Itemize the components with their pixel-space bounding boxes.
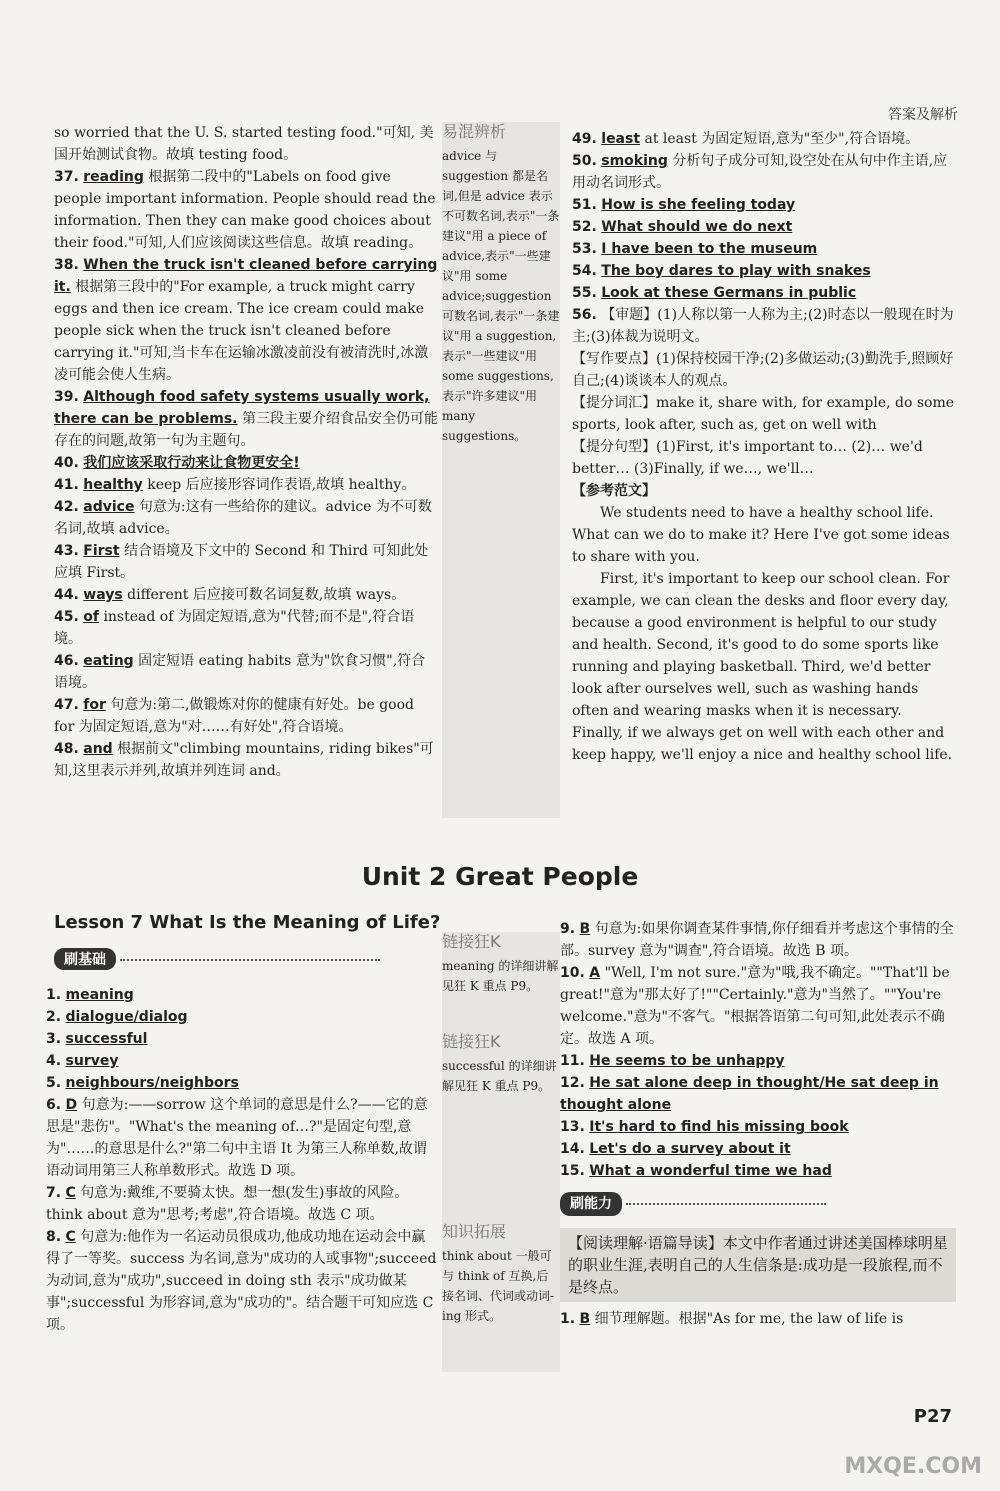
explanation: 根据第二段中的"Labels on food give people important information. People should read the information. Then they can make good choices about their food."可知,人们应该阅读这些信息。故填 reading。 xyxy=(54,169,436,251)
answer: When the truck isn't cleaned before carrying it. xyxy=(54,257,438,295)
answer: survey xyxy=(65,1053,119,1069)
answer-item xyxy=(560,1072,956,1116)
page-header: 答案及解析 xyxy=(888,107,958,123)
answer: C xyxy=(65,1229,76,1245)
answer: B xyxy=(579,1311,591,1327)
answer: Although food safety systems usually work, there can be problems. xyxy=(54,389,430,427)
explanation: 句意为:——sorrow 这个单词的意思是什么?——它的意思是"悲伤"。"What's the meaning of…?"是固定句型,意为"……的意思是什么?"第二句中主语 It 为第三人称单数,故谓语动词用第三人称单数形式。故选 D 项。 xyxy=(46,1097,428,1179)
question-number: 4. xyxy=(46,1053,62,1069)
model-label: 【参考范文】 xyxy=(572,483,656,499)
answer-item xyxy=(54,606,438,650)
answer: neighbours/neighbors xyxy=(65,1075,239,1091)
dotted-divider xyxy=(120,959,380,961)
essay-paragraph: We students need to have a healthy school life. What can we do to make it? Here I've got some ideas to share with you. xyxy=(572,505,950,565)
side-note xyxy=(442,932,560,1032)
question-number: 46. xyxy=(54,653,79,669)
question-number: 55. xyxy=(572,285,597,301)
answer: meaning xyxy=(65,987,134,1003)
explanation: 句意为:戴维,不要骑太快。想一想(发生)事故的风险。think about 意为"思考;考虑",符合语境。故选 C 项。 xyxy=(46,1185,409,1223)
question-number: 2. xyxy=(46,1009,62,1025)
question-number: 56. xyxy=(572,307,597,323)
question-number: 8. xyxy=(46,1229,62,1245)
answer: for xyxy=(83,697,106,713)
answer-item xyxy=(46,1028,438,1050)
writing-points: 【写作要点】(1)保持校园干净;(2)多做运动;(3)勤洗手,照顾好自己;(4)谈谈本人的观点。 xyxy=(572,351,954,389)
answer-item xyxy=(54,122,438,166)
answer-item xyxy=(46,1226,438,1336)
question-number: 50. xyxy=(572,153,597,169)
explanation: so worried that the U. S. started testing food."可知, 美国开始测试食物。故填 testing food。 xyxy=(54,125,434,163)
answer-item xyxy=(572,282,956,304)
answer-item xyxy=(54,166,438,254)
question-number: 3. xyxy=(46,1031,62,1047)
question-number: 49. xyxy=(572,131,597,147)
answer-item xyxy=(54,452,438,474)
side-note xyxy=(442,1032,560,1222)
answer-item xyxy=(54,738,438,782)
answer-item xyxy=(572,304,956,348)
answer-item xyxy=(560,918,956,962)
question-number: 54. xyxy=(572,263,597,279)
question-number: 14. xyxy=(560,1141,585,1157)
answer-item xyxy=(54,254,438,386)
side-note-text: meaning 的详细讲解见狂 K 重点 P9。 xyxy=(442,959,559,993)
answer-item xyxy=(560,1116,956,1138)
answer: It's hard to find his missing book xyxy=(589,1119,849,1135)
explanation: at least 为固定短语,意为"至少",符合语境。 xyxy=(644,131,920,147)
answer-item xyxy=(572,238,956,260)
answer-item xyxy=(54,694,438,738)
answer: eating xyxy=(83,653,134,669)
answer-item xyxy=(46,1006,438,1028)
basic-section-tag xyxy=(54,948,380,970)
explanation: keep 后应接形容词作表语,故填 healthy。 xyxy=(147,477,416,493)
answer: He seems to be unhappy xyxy=(589,1053,785,1069)
ability-section-tag xyxy=(560,1192,956,1216)
answer: A xyxy=(589,965,601,981)
explanation: different 后应接可数名词复数,故填 ways。 xyxy=(127,587,406,603)
answer-item xyxy=(572,194,956,216)
question-number: 43. xyxy=(54,543,79,559)
question-number: 42. xyxy=(54,499,79,515)
answer: advice xyxy=(83,499,135,515)
question-number: 39. xyxy=(54,389,79,405)
question-number: 45. xyxy=(54,609,79,625)
answer: 我们应该采取行动来让食物更安全! xyxy=(83,455,300,471)
question-number: 38. xyxy=(54,257,79,273)
question-number: 15. xyxy=(560,1163,585,1179)
question-number: 41. xyxy=(54,477,79,493)
watermark: MXQE.COM xyxy=(844,1454,982,1479)
question-number: 51. xyxy=(572,197,597,213)
answer-item xyxy=(572,216,956,238)
answer-item xyxy=(560,1138,956,1160)
answer: successful xyxy=(65,1031,148,1047)
explanation: 分析句子成分可知,设空处在从句中作主语,应用动名词形式。 xyxy=(572,153,948,191)
side-note-confusion xyxy=(442,122,560,818)
answer: I have been to the museum xyxy=(601,241,818,257)
lesson-title: Lesson 7 What Is the Meaning of Life? xyxy=(54,912,441,933)
answer-item xyxy=(46,1182,438,1226)
side-note-heading: 链接狂K xyxy=(442,932,501,951)
explanation: 【审题】(1)人称以第一人称为主;(2)时态以一般现在时为主;(3)体裁为说明文。 xyxy=(572,307,954,345)
explanation: 固定短语 eating habits 意为"饮食习惯",符合语境。 xyxy=(54,653,426,691)
question-number: 11. xyxy=(560,1053,585,1069)
side-note-text: advice 与 suggestion 都是名词,但是 advice 表示不可数名词,表示"一条建议"用 a piece of advice,表示"一些建议"用 some advice;suggestion 可数名词,表示"一条建议"用 a suggestion,表示"一些建议"用 some suggestions,表示"许多建议"用 many suggestions。 xyxy=(442,149,560,443)
side-note-heading: 链接狂K xyxy=(442,1032,501,1051)
answer: smoking xyxy=(601,153,668,169)
answer: He sat alone deep in thought/He sat deep in thought alone xyxy=(560,1075,939,1113)
explanation: 句意为:第二,做锻炼对你的健康有好处。be good for 为固定短语,意为"对……有好处",符合语境。 xyxy=(54,697,414,735)
question-number: 5. xyxy=(46,1075,62,1091)
explanation: 句意为:如果你调查某件事情,你仔细看并考虑这个事情的全部。survey 意为"调查",符合语境。故选 B 项。 xyxy=(560,921,954,959)
answer: healthy xyxy=(83,477,143,493)
answer: What a wonderful time we had xyxy=(589,1163,832,1179)
question-number: 10. xyxy=(560,965,585,981)
answer-column-bottom-right xyxy=(560,918,956,1330)
question-number: 6. xyxy=(46,1097,62,1113)
explanation: 根据前文"climbing mountains, riding bikes"可知,这里表示并列,故填并列连词 and。 xyxy=(54,741,434,779)
answer: dialogue/dialog xyxy=(65,1009,188,1025)
answer: The boy dares to play with snakes xyxy=(601,263,871,279)
question-number: 47. xyxy=(54,697,79,713)
explanation: 细节理解题。根据"As for me, the law of life is xyxy=(594,1311,904,1327)
reading-q1 xyxy=(560,1308,956,1330)
answer-item xyxy=(560,962,956,1050)
answer: What should we do next xyxy=(601,219,793,235)
question-number: 44. xyxy=(54,587,79,603)
answer-item xyxy=(46,1072,438,1094)
side-notes-lesson xyxy=(442,932,560,1372)
question-number: 13. xyxy=(560,1119,585,1135)
answer-item xyxy=(54,650,438,694)
answer: Let's do a survey about it xyxy=(589,1141,791,1157)
explanation: 句意为:这有一些给你的建议。advice 为不可数名词,故填 advice。 xyxy=(54,499,432,537)
answer: D xyxy=(65,1097,78,1113)
answer-item xyxy=(54,474,438,496)
answer-item xyxy=(46,1094,438,1182)
question-number: 37. xyxy=(54,169,79,185)
question-number: 9. xyxy=(560,921,576,937)
answer: reading xyxy=(83,169,144,185)
side-note-text: think about 一般可与 think of 互换,后接名词、代词或动词-ing 形式。 xyxy=(442,1249,555,1323)
answer-column-bottom-left xyxy=(46,984,438,1336)
essay-paragraph: First, it's important to keep our school clean. For example, we can clean the desks and floor every day, because a good environment is helpful to our study and health. Second, it's good to do some sports like running and playing basketball. Third, we'd better look after ourselves well, such as washing hands often and wearing masks when it is necessary. Finally, if we always get on well with each other and keep happy, we'll enjoy a nice and healthy school life. xyxy=(572,571,953,763)
answer-item xyxy=(46,1050,438,1072)
side-note xyxy=(442,1222,560,1326)
unit-title: Unit 2 Great People xyxy=(361,862,639,891)
explanation: instead of 为固定短语,意为"代替;而不是",符合语境。 xyxy=(54,609,415,647)
question-number: 7. xyxy=(46,1185,62,1201)
answer: B xyxy=(579,921,591,937)
answer-item xyxy=(54,584,438,606)
answer-item xyxy=(560,1050,956,1072)
answer-item xyxy=(54,386,438,452)
question-number: 12. xyxy=(560,1075,585,1091)
writing-words: 【提分词汇】make it, share with, for example, do some sports, look after, such as, get on well with xyxy=(572,395,955,433)
side-note-text: successful 的详细讲解见狂 K 重点 P9。 xyxy=(442,1059,557,1093)
question-number: 48. xyxy=(54,741,79,757)
answer: ways xyxy=(83,587,123,603)
side-note-heading: 知识拓展 xyxy=(442,1222,507,1241)
answer: and xyxy=(83,741,113,757)
answer-item xyxy=(560,1160,956,1182)
question-number: 1. xyxy=(560,1311,576,1327)
answer-column-top-right xyxy=(572,128,956,766)
explanation: 第三段主要介绍食品安全仍可能存在的问题,故第一句为主题句。 xyxy=(54,411,438,449)
writing-patterns: 【提分句型】(1)First, it's important to… (2)… we'd better… (3)Finally, if we…, we'll… xyxy=(572,439,923,477)
explanation: 句意为:他作为一名运动员很成功,他成功地在运动会中赢得了一等奖。success 为名词,意为"成功的人或事物";succeed 为动词,意为"成功",succeed in doing sth 表示"成功做某事";successful 为形容词,意为"成功的"。结合题干可知应选 C 项。 xyxy=(46,1229,437,1333)
question-number: 53. xyxy=(572,241,597,257)
answer: least xyxy=(601,131,641,147)
ability-tag: 刷能力 xyxy=(560,1192,622,1216)
answer: Look at these Germans in public xyxy=(601,285,857,301)
answer: of xyxy=(83,609,99,625)
answer-item xyxy=(572,260,956,282)
dotted-divider xyxy=(626,1203,826,1205)
explanation: 结合语境及下文中的 Second 和 Third 可知此处应填 First。 xyxy=(54,543,429,581)
answer-item xyxy=(572,150,956,194)
answer: C xyxy=(65,1185,76,1201)
basic-tag: 刷基础 xyxy=(54,948,116,970)
answer: First xyxy=(83,543,120,559)
question-number: 40. xyxy=(54,455,79,471)
answer: How is she feeling today xyxy=(601,197,796,213)
answer-item xyxy=(46,984,438,1006)
answer-item xyxy=(54,540,438,584)
explanation: 根据第三段中的"For example, a truck might carry eggs and then ice cream. The ice cream could make people sick when the truck isn't cleaned before carrying it."可知,当卡车在运输冰激凌前没有被清洗时,冰激凌可能会使人生病。 xyxy=(54,279,429,383)
answer-column-top-left xyxy=(54,122,438,782)
question-number: 52. xyxy=(572,219,597,235)
page-number: P27 xyxy=(913,1406,952,1427)
question-number: 1. xyxy=(46,987,62,1003)
answer-item xyxy=(572,128,956,150)
reading-guide: 【阅读理解·语篇导读】本文中作者通过讲述美国棒球明星的职业生涯,表明自己的人生信条是:成功是一段旅程,而不是终点。 xyxy=(560,1228,956,1302)
side-note-heading: 易混辨析 xyxy=(442,122,507,141)
answer-item xyxy=(54,496,438,540)
explanation: "Well, I'm not sure."意为"哦,我不确定。""That'll be great!"意为"那太好了!""Certainly."意为"当然了。""You're welcome."意为"不客气。"根据答语第二句可知,此处表示不确定。故选 A 项。 xyxy=(560,965,950,1047)
